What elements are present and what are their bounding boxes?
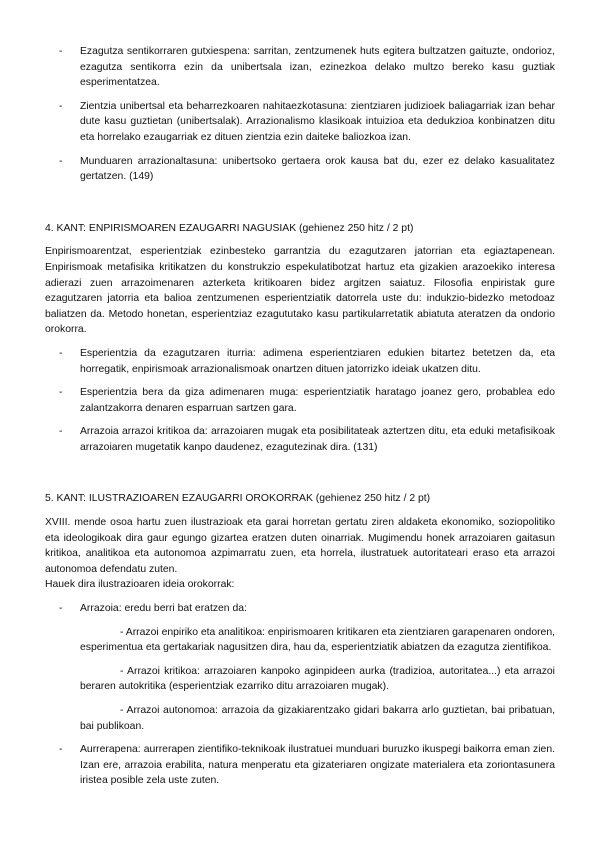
section-paragraph: XVIII. mende osoa hartu zuen ilustrazioak eta garai horretan gertatu ziren aldaketa ekonomiko, soziopolitiko eta ideologikoak dira gaur egungo gizartea eratzen duten oinarriak. Mugimendu honek arrazoiaren gaitasun kritikoa, analitikoa eta autonomoa azpimarratu zuen, eta horrela, ilustratuek autoritateari eraso eta arrazoi autonomoa defendatu zuten. bbox=[45, 517, 555, 575]
document-page bbox=[45, 44, 555, 789]
list-item bbox=[45, 601, 555, 617]
sub-item: - Arrazoi autonomoa: arrazoia da gizakiarentzako gidari bakarra arlo guztietan, bai pribatuan, bai publikoan. bbox=[80, 705, 555, 732]
list-item bbox=[45, 424, 555, 455]
bullet-dash: - bbox=[59, 603, 63, 615]
bullet-text: Zientzia unibertsal eta beharrezkoaren nahitaezkotasuna: zientziaren judizioek baliagarriak izan behar dute kasu guztietan (unibertsalak). Arrazionalismo klasikoak intuizioa eta dedukzioa konbinatzen ditu eta horrelako ezaugarriak ez dituen zientzia ezin daiteke baliozkoa izan. bbox=[80, 100, 555, 143]
bullet-dash: - bbox=[59, 100, 63, 112]
list-item bbox=[45, 742, 555, 789]
bullet-text: Arrazoia: eredu berri bat eratzen da: bbox=[80, 603, 247, 615]
sub-item: - Arrazoi kritikoa: arrazoiaren kanpoko aginpideen aurka (tradizioa, autoritatea...) eta arrazoi beraren autokritika (esperientziak ezarriko ditu arrazoiaren mugak). bbox=[80, 665, 555, 693]
bullet-dash: - bbox=[59, 744, 63, 756]
bullet-dash: - bbox=[59, 347, 63, 359]
bullet-text: Arrazoia arrazoi kritikoa da: arrazoiaren mugak eta posibilitateak aztertzen ditu, eta eduki metafisikoak arrazoiaren mugetatik kanpo daudenez, ezagutezinak dira. (131) bbox=[80, 426, 555, 453]
list-item bbox=[45, 385, 555, 416]
list-item bbox=[45, 346, 555, 377]
bullet-text: Esperientzia da ezagutzaren iturria: adimena esperientziaren edukien bitartez betetzen da, eta horregatik, enpirismoak arrazionalismoak onartzen dituen jatorrizko ideiak ukatzen ditu. bbox=[80, 347, 555, 375]
bullet-text: Aurrerapena: aurrerapen zientifiko-teknikoak ilustratuei munduari buruzko ikuspegi baikorra eman zien. Izan ere, arrazoia erabilita, natura menperatu eta gizateriaren ongizate materialera eta zoriontasunera iristea posible zela uste zuten. bbox=[80, 744, 555, 787]
bullet-dash: - bbox=[59, 426, 63, 438]
bullet-dash: - bbox=[59, 46, 63, 57]
section-heading: 4. KANT: ENPIRISMOAREN EZAUGARRI NAGUSIAK (gehienez 250 hitz / 2 pt) bbox=[45, 222, 414, 234]
bullet-text: Esperientzia bera da giza adimenaren muga: esperientziatik haratago joanez gero, probablea edo zalantzakorra denaren esparruan sartzen gara. bbox=[80, 387, 555, 414]
bullet-dash: - bbox=[59, 155, 63, 167]
bullet-text: Ezagutza sentikorraren gutxiespena: sarritan, zentzumenek huts egitera bultzatzen gaituzte, ondorioz, ezagutza sentikorra ezin da unibertsala izan, ezinezkoa delako multzo bereko kasu guztiak esperimentatzea. bbox=[80, 46, 555, 89]
section-paragraph: Enpirismoarentzat, esperientziak ezinbesteko garrantzia du ezagutzaren jatorrian eta egiaztapenean. Enpirismoak metafisika kritikatzen du konstrukzio espekulatibotzat hartuz eta gizakien arazoekiko interesa adierazi zuen arrazoimenaren azterketa kritikoaren bidez argitzen saiatuz. Filosofia enpiristak gure ezagutzaren jatorria eta balioa zentzumenen esperientziatik datorrela uste du: indukzio-bidezko metodoaz baliatzen da. Metodo honetan, esperientziaz ezagututako kasu partikularretatik abiatuta ateratzen da ondorio orokorra. bbox=[45, 246, 555, 336]
bullet-dash: - bbox=[59, 387, 63, 399]
list-item bbox=[45, 99, 555, 146]
section-heading: 5. KANT: ILUSTRAZIOAREN EZAUGARRI OROKORRAK (gehienez 250 hitz / 2 pt) bbox=[45, 493, 431, 505]
list-item bbox=[45, 44, 555, 91]
sub-item: - Arrazoi enpiriko eta analitikoa: enpirismoaren kritikaren eta zientziaren garapenaren ondoren, esperimentua eta gertakariak nagusitzen dira, hau da, esperientziatik abiatzen da ezagutza zientifikoa. bbox=[80, 626, 555, 654]
section-paragraph: Hauek dira ilustrazioaren ideia orokorrak: bbox=[45, 579, 235, 591]
list-item bbox=[45, 154, 555, 185]
bullet-text: Munduaren arrazionaltasuna: unibertsoko gertaera orok kausa bat du, ezer ez delako kasualitatez gertatzen. (149) bbox=[80, 155, 555, 183]
